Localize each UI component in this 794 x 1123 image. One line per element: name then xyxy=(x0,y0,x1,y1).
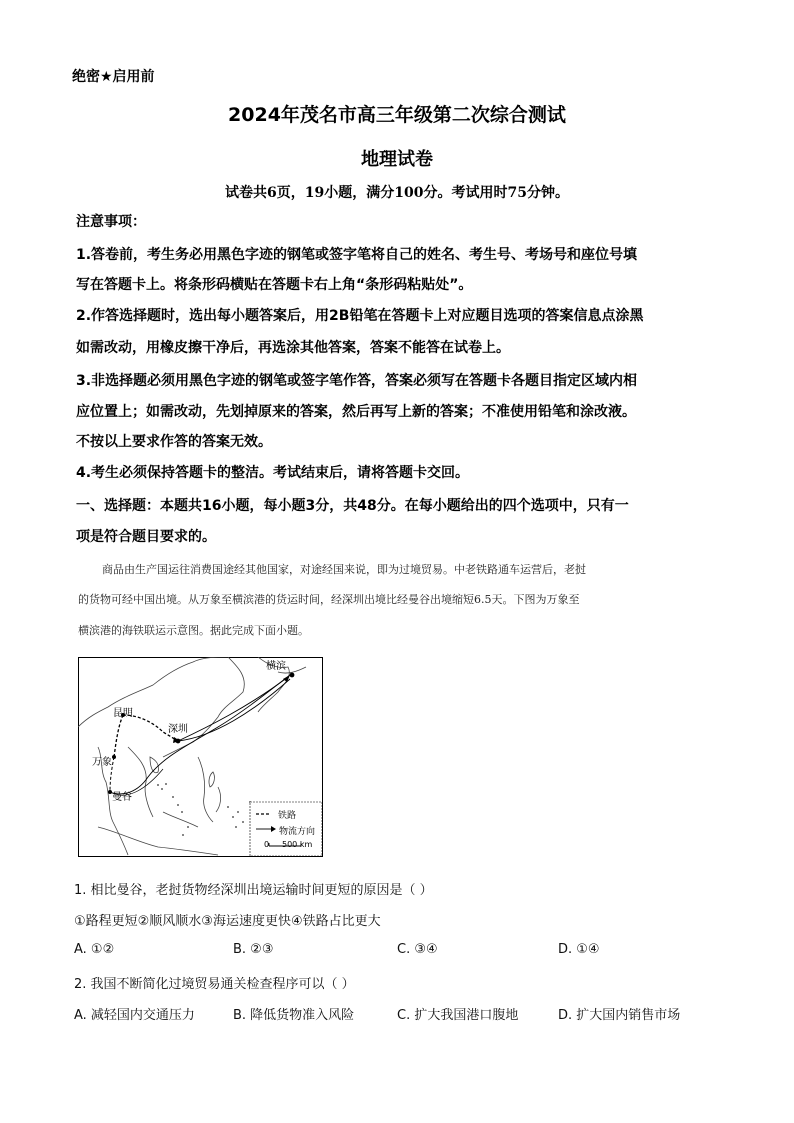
notice-line: 写在答题卡上。将条形码横贴在答题卡右上角“条形码粘贴处”。 xyxy=(76,277,473,293)
passage-line: 商品由生产国运往消费国途经其他国家，对途经国来说，即为过境贸易。中老铁路通车运营后，老挝 xyxy=(102,563,586,576)
notice-line: 如需改动，用橡皮擦干净后，再选涂其他答案，答案不能答在试卷上。 xyxy=(76,340,510,356)
notice-line: 2.作答选择题时，选出每小题答案后，用2B铅笔在答题卡上对应题目选项的答案信息点涂黑 xyxy=(76,308,644,324)
exam-info: 试卷共6页，19小题，满分100分。考试用时75分钟。 xyxy=(225,185,569,201)
question-2-option-c: C. 扩大我国港口腹地 xyxy=(397,1008,519,1023)
question-2-option-a: A. 减轻国内交通压力 xyxy=(74,1008,195,1023)
notice-line: 1.答卷前，考生务必用黑色字迹的钢笔或签字笔将自己的姓名、考生号、考场号和座位号填 xyxy=(76,247,638,263)
question-1-statements: ①路程更短②顺风顺水③海运速度更快④铁路占比更大 xyxy=(74,914,381,929)
section-heading: 一、选择题：本题共16小题，每小题3分，共48分。在每小题给出的四个选项中，只有一 xyxy=(76,498,629,514)
notice-line: 不按以上要求作答的答案无效。 xyxy=(76,434,272,450)
question-2-option-d: D. 扩大国内销售市场 xyxy=(558,1008,681,1023)
question-2-option-b: B. 降低货物准入风险 xyxy=(233,1008,355,1023)
notice-line: 4.考生必须保持答题卡的整洁。考试结束后，请将答题卡交回。 xyxy=(76,465,470,481)
section-heading-cont: 项是符合题目要求的。 xyxy=(76,529,216,545)
notice-heading: 注意事项： xyxy=(76,214,146,230)
legend-scale-zero: 0 xyxy=(264,840,270,849)
legend-flow: 物流方向 xyxy=(279,827,316,837)
question-1-option-d: D. ①④ xyxy=(558,942,600,957)
exam-subject: 地理试卷 xyxy=(361,149,433,170)
label-kunming: 昆明 xyxy=(113,708,133,719)
passage-line: 横滨港的海铁联运示意图。据此完成下面小题。 xyxy=(78,624,309,637)
question-1-option-b: B. ②③ xyxy=(233,942,274,957)
confidential-mark: 绝密★启用前 xyxy=(72,69,155,85)
label-bangkok: 曼谷 xyxy=(112,792,132,803)
question-1-option-a: A. ①② xyxy=(74,942,115,957)
label-shenzhen: 深圳 xyxy=(168,724,188,735)
label-yokohama: 横滨 xyxy=(266,661,286,672)
notice-line: 3.非选择题必须用黑色字迹的钢笔或签字笔作答，答案必须写在答题卡各题目指定区域内相 xyxy=(76,373,638,389)
legend-railway: 铁路 xyxy=(278,811,297,821)
exam-title: 2024年茂名市高三年级第二次综合测试 xyxy=(228,104,566,126)
notice-line: 应位置上；如需改动，先划掉原来的答案，然后再写上新的答案；不准使用铅笔和涂改液。 xyxy=(76,404,636,420)
question-1-stem: 1. 相比曼谷，老挝货物经深圳出境运输时间更短的原因是（ ） xyxy=(74,883,433,898)
question-1-option-c: C. ③④ xyxy=(397,942,438,957)
question-2-stem: 2. 我国不断简化过境贸易通关检查程序可以（ ） xyxy=(74,977,355,992)
legend-scale-km: 500 km xyxy=(282,840,313,849)
label-vientiane: 万象 xyxy=(92,757,112,768)
passage-line: 的货物可经中国出境。从万象至横滨港的货运时间，经深圳出境比经曼谷出境缩短6.5天。下图为万象至 xyxy=(78,593,580,606)
